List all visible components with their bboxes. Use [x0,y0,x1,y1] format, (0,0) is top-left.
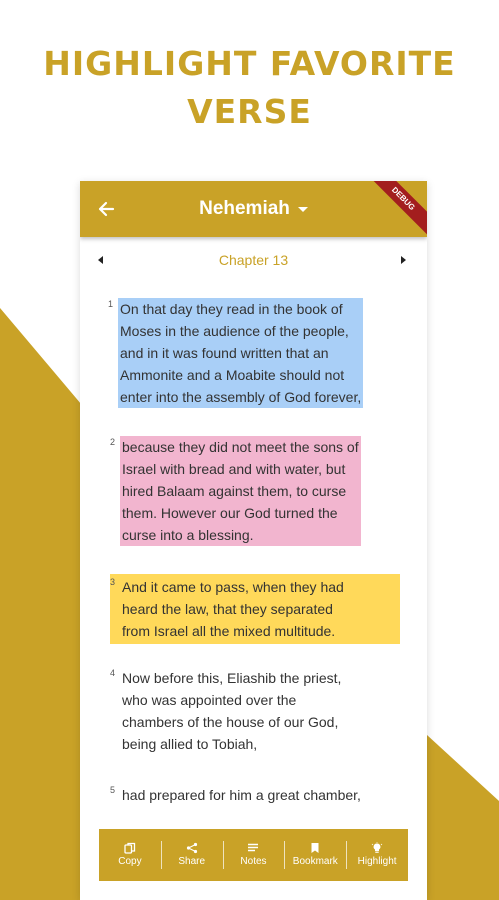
triangle-right-icon[interactable] [401,256,406,264]
app-bar [80,181,427,237]
chapter-label[interactable]: Chapter 13 [218,252,289,268]
verse-number: 3 [110,577,116,587]
verse-line: and in it was found written that an [118,342,363,364]
bookmark-label: Bookmark [292,856,338,867]
verse-line: who was appointed over the [122,692,297,708]
verse-line: had prepared for him a great chamber, [122,787,361,803]
verse-line: curse into a blessing. [120,524,361,546]
verse-line: heard the law, that they separated [122,601,333,617]
debug-banner: DEBUG [362,181,427,240]
verse-line: being allied to Tobiah, [122,736,258,752]
verse-line: Ammonite and a Moabite should not [118,364,363,386]
copy-button[interactable] [99,835,161,875]
copy-icon [124,842,136,854]
verse-line: On that day they read in the book of [118,298,363,320]
lightbulb-icon [371,842,383,854]
verse-line: them. However our God turned the [120,502,361,524]
verse-number: 2 [110,437,116,447]
verse-number: 1 [108,299,114,309]
share-label: Share [178,856,206,867]
verse-line: chambers of the house of our God, [122,714,339,730]
notes-button[interactable] [223,835,285,875]
verse-line: from Israel all the mixed multitude. [122,623,336,639]
notes-label: Notes [240,856,267,867]
highlight-button[interactable] [346,835,408,875]
share-icon [186,842,198,854]
highlight-label: Highlight [357,856,397,867]
verse-number: 5 [110,785,116,795]
bookmark-button[interactable] [284,835,346,875]
verse-3[interactable] [110,574,400,644]
copy-label: Copy [118,856,142,867]
verse-line: Israel with bread and with water, but [120,458,361,480]
notes-icon [247,842,259,854]
verse-line: enter into the assembly of God forever, [118,386,363,408]
chapter-nav [80,249,427,271]
share-button[interactable] [161,835,223,875]
promo-title [0,40,499,136]
verse-line: Moses in the audience of the people, [118,320,363,342]
verse-line: And it came to pass, when they had [122,579,344,595]
phone-screen [80,181,427,900]
verse-number: 4 [110,668,116,678]
verse-line: hired Balaam against them, to curse [120,480,361,502]
caret-down-icon [298,207,308,212]
bookmark-icon [309,842,321,854]
decorative-shape-right [427,735,499,900]
verse-4[interactable] [110,667,343,755]
verse-line: because they did not meet the sons of [120,436,361,458]
verse-line: Now before this, Eliashib the priest, [122,670,342,686]
verse-1[interactable] [110,298,363,408]
book-selector[interactable] [80,181,427,237]
verse-action-bar [99,829,408,881]
verse-2[interactable] [110,436,361,546]
book-title: Nehemiah [199,198,290,219]
decorative-shape-left [0,308,80,900]
promo-title-line2: VERSE [187,92,312,131]
promo-title-line1: HIGHLIGHT FAVORITE [43,44,456,83]
verse-5[interactable] [110,784,363,806]
